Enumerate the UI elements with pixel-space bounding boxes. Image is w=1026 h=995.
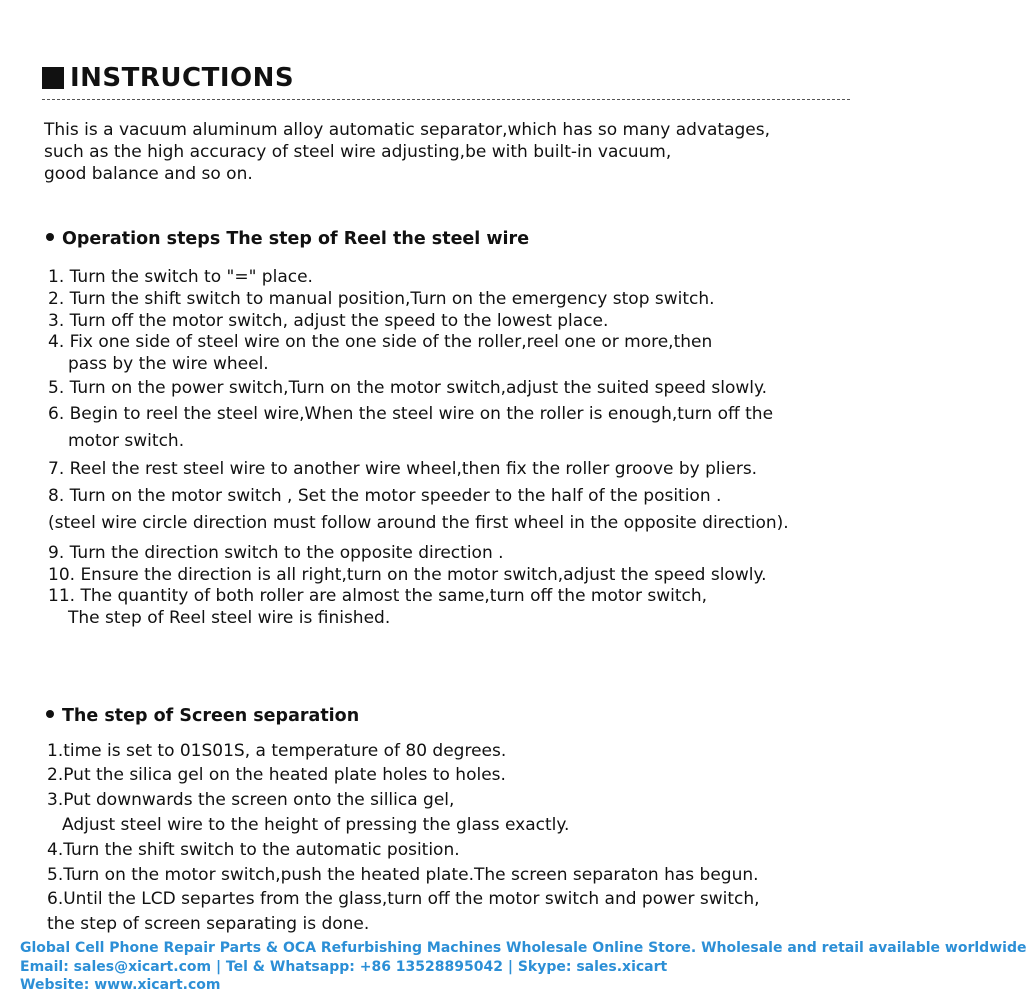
title-square-icon bbox=[42, 67, 64, 89]
section1-line: pass by the wire wheel. bbox=[68, 354, 269, 374]
section2-line: 6.Until the LCD separtes from the glass,turn off the motor switch and power switch, bbox=[47, 889, 760, 909]
section1-line: 5. Turn on the power switch,Turn on the motor switch,adjust the suited speed slowly. bbox=[48, 378, 768, 398]
section1-line: 2. Turn the shift switch to manual position,Turn on the emergency stop switch. bbox=[48, 289, 715, 309]
section2-line: 3.Put downwards the screen onto the sillica gel, bbox=[47, 790, 455, 810]
section2-line: Adjust steel wire to the height of pressing the glass exactly. bbox=[62, 815, 570, 835]
footer-store-line: Global Cell Phone Repair Parts & OCA Refurbishing Machines Wholesale Online Store. Wholesale and retail available worldwide bbox=[20, 940, 1026, 956]
section1-heading bbox=[46, 229, 529, 249]
section1-line: 4. Fix one side of steel wire on the one side of the roller,reel one or more,then bbox=[48, 332, 713, 352]
section2-line: the step of screen separating is done. bbox=[47, 914, 370, 934]
section1-line: motor switch. bbox=[68, 431, 185, 451]
section1-line: 1. Turn the switch to "=" place. bbox=[48, 267, 313, 287]
bullet-icon bbox=[46, 710, 54, 718]
title-text: INSTRUCTIONS bbox=[70, 63, 295, 93]
section1-line: 11. The quantity of both roller are almost the same,turn off the motor switch, bbox=[48, 586, 708, 606]
section2-heading-text: The step of Screen separation bbox=[62, 706, 360, 726]
intro-line-3: good balance and so on. bbox=[44, 164, 253, 184]
page-title bbox=[42, 62, 294, 94]
section1-line: The step of Reel steel wire is finished. bbox=[68, 608, 391, 628]
section1-line: 3. Turn off the motor switch, adjust the speed to the lowest place. bbox=[48, 311, 609, 331]
title-divider bbox=[42, 99, 850, 100]
section2-heading bbox=[46, 706, 359, 726]
section2-line: 4.Turn the shift switch to the automatic position. bbox=[47, 840, 460, 860]
section1-line: 8. Turn on the motor switch , Set the motor speeder to the half of the position . bbox=[48, 486, 722, 506]
bullet-icon bbox=[46, 233, 54, 241]
section1-line: 10. Ensure the direction is all right,turn on the motor switch,adjust the speed slowly. bbox=[48, 565, 767, 585]
section2-line: 5.Turn on the motor switch,push the heated plate.The screen separaton has begun. bbox=[47, 865, 759, 885]
intro-line-1: This is a vacuum aluminum alloy automatic separator,which has so many advatages, bbox=[44, 120, 771, 140]
section2-line: 1.time is set to 01S01S, a temperature of 80 degrees. bbox=[47, 741, 507, 761]
section1-line: 6. Begin to reel the steel wire,When the steel wire on the roller is enough,turn off the bbox=[48, 404, 774, 424]
footer-website-line: Website: www.xicart.com bbox=[20, 977, 221, 993]
section1-line: 9. Turn the direction switch to the opposite direction . bbox=[48, 543, 504, 563]
section1-heading-text: Operation steps The step of Reel the steel wire bbox=[62, 229, 530, 249]
intro-line-2: such as the high accuracy of steel wire adjusting,be with built-in vacuum, bbox=[44, 142, 672, 162]
footer-contact-line: Email: sales@xicart.com | Tel & Whatsapp: +86 13528895042 | Skype: sales.xicart bbox=[20, 959, 668, 975]
section1-line: (steel wire circle direction must follow around the first wheel in the opposite direction). bbox=[48, 513, 789, 533]
section1-line: 7. Reel the rest steel wire to another wire wheel,then fix the roller groove by pliers. bbox=[48, 459, 758, 479]
section2-line: 2.Put the silica gel on the heated plate holes to holes. bbox=[47, 765, 506, 785]
